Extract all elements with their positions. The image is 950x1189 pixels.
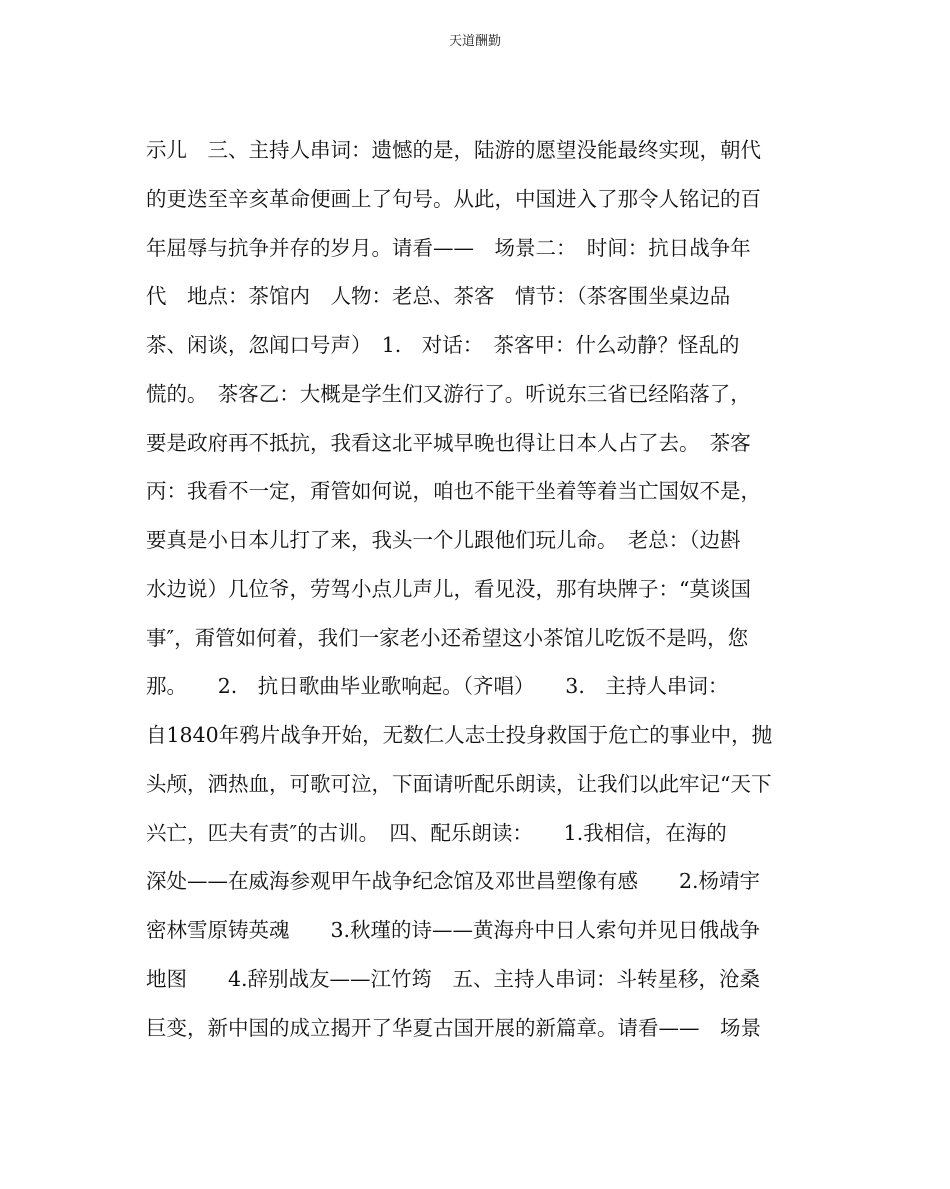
text-line: 密林雪原铸英魂 3.秋瑾的诗——黄海舟中日人索句并见日俄战争: [146, 918, 761, 942]
text-line: 地图 4.辞别战友——江竹筠 五、主持人串词：斗转星移，沧桑: [146, 966, 761, 991]
text-line: 代 地点：茶馆内 人物：老总、茶客 情节：（茶客围坐桌边品: [146, 284, 731, 309]
text-line: 要是政府再不抵抗，我看这北平城早晚也得让日本人占了去。 茶客: [146, 430, 751, 455]
text-line: 自1840年鸦片战争开始，无数仁人志士投身救国于危亡的事业中，抛: [146, 723, 773, 747]
text-line: 茶、闲谈，忽闻口号声） 1. 对话： 茶客甲：什么动静？怪乱的: [146, 333, 740, 357]
text-line: 要真是小日本儿打了来，我头一个儿跟他们玩儿命。 老总：（边斟: [146, 528, 741, 552]
text-line: 头颅，洒热血，可歌可泣，下面请听配乐朗读，让我们以此牢记“天下: [146, 771, 772, 796]
text-line: 慌的。 茶客乙：大概是学生们又游行了。听说东三省已经陷落了，: [146, 381, 751, 406]
text-line: 兴亡，匹夫有责″的古训。 四、配乐朗读： 1.我相信，在海的: [146, 820, 727, 845]
text-line: 的更迭至辛亥革命便画上了句号。从此，中国进入了那令人铭记的百: [146, 186, 761, 211]
text-line: 年屈辱与抗争并存的岁月。请看—— 场景二： 时间：抗日战争年: [146, 235, 751, 260]
text-line: 示儿 三、主持人串词：遗憾的是，陆游的愿望没能最终实现，朝代: [146, 138, 761, 162]
document-body: [146, 126, 816, 1052]
text-line: 水边说）几位爷，劳驾小点儿声儿，看见没，那有块牌子：“莫谈国: [146, 576, 751, 601]
text-line: 巨变，新中国的成立揭开了华夏古国开展的新篇章。请看—— 场景: [146, 1015, 761, 1040]
text-line: 事″，甭管如何着，我们一家老小还希望这小茶馆儿吃饭不是吗，您: [146, 625, 749, 650]
text-line: 那。 2. 抗日歌曲毕业歌响起。（齐唱） 3. 主持人串词：: [146, 674, 729, 699]
text-line: 丙：我看不一定，甭管如何说，咱也不能干坐着等着当亡国奴不是，: [146, 479, 761, 504]
text-line: 深处——在威海参观甲午战争纪念馆及邓世昌塑像有感 2.杨靖宇: [146, 869, 761, 894]
page-header: 天道酬勤: [448, 34, 501, 49]
